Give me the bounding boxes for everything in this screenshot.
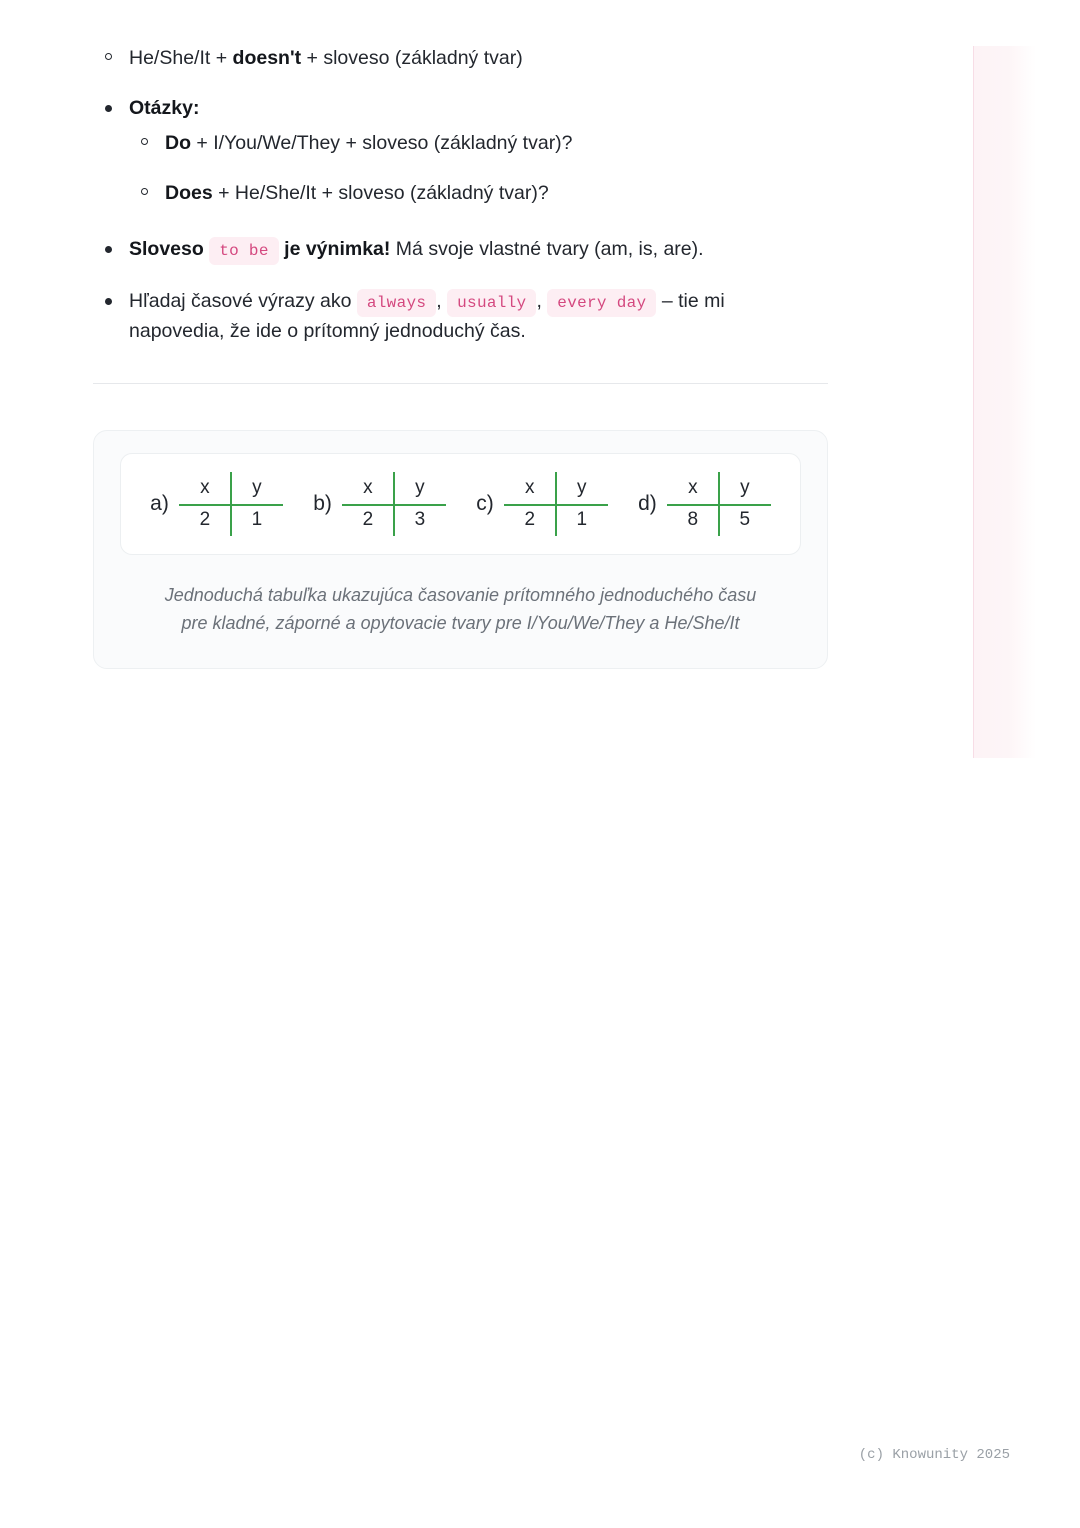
figure-caption-line-1: Jednoduchá tabuľka ukazujúca časovanie prítomného jednoduchého času	[164, 584, 757, 605]
to-be-lead: Sloveso	[129, 237, 204, 260]
mini-table-b-val-right: 3	[414, 508, 426, 530]
mini-table-c-head-right: y	[577, 476, 587, 498]
mini-table-b	[313, 472, 446, 536]
question-does-bold: Does	[165, 181, 213, 204]
signal-sep-2: ,	[536, 290, 542, 313]
top-sub-item-prefix: He/She/It +	[129, 47, 233, 69]
list-item	[93, 44, 828, 73]
document-content	[93, 44, 828, 669]
mini-table-d-val-left: 8	[687, 508, 699, 530]
question-do-rest: + I/You/We/They + sloveso (základný tvar)?	[191, 132, 573, 155]
main-bullet-list	[93, 93, 828, 346]
code-chip-to-be: to be	[209, 237, 279, 265]
question-does-rest: + He/She/It + sloveso (základný tvar)?	[212, 181, 549, 204]
top-sublist	[93, 44, 828, 73]
mini-table-c-label: c)	[476, 491, 494, 515]
copyright-footer: (c) Knowunity 2025	[858, 1447, 1010, 1463]
top-sub-item-suffix: + sloveso (základný tvar)	[301, 47, 523, 69]
mini-table-d-head-left: x	[688, 476, 698, 498]
figure-caption-line-2: pre kladné, záporné a opytovacie tvary pre I/You/We/They a He/She/It	[181, 613, 740, 634]
questions-bullet	[93, 93, 828, 208]
mini-table-a-label: a)	[150, 491, 169, 515]
questions-heading: Otázky:	[129, 97, 200, 120]
mini-table-a-head-left: x	[200, 476, 210, 498]
mini-table-c-hline	[504, 504, 608, 506]
to-be-mid: je výnimka!	[284, 237, 391, 260]
mini-table-d-hline	[667, 504, 771, 506]
mini-table-b-head-left: x	[363, 476, 373, 498]
mini-table-c	[476, 472, 608, 536]
code-chip-always: always	[357, 289, 436, 317]
page-right-edge-panel	[973, 46, 1036, 758]
figure-caption	[120, 581, 801, 639]
list-item	[129, 179, 828, 208]
mini-table-b-hline	[342, 504, 446, 506]
mini-table-c-head-left: x	[525, 476, 535, 498]
signal-words-tail: – tie mi	[661, 290, 725, 313]
section-divider	[93, 383, 828, 384]
mini-table-b-grid	[342, 472, 446, 536]
to-be-bullet	[93, 234, 828, 264]
mini-table-a-val-left: 2	[199, 508, 211, 530]
question-do-bold: Do	[165, 132, 191, 155]
mini-table-a-val-right: 1	[251, 508, 263, 530]
mini-table-a	[150, 472, 283, 536]
mini-table-d-val-right: 5	[739, 508, 751, 530]
to-be-rest: Má svoje vlastné tvary (am, is, are).	[390, 237, 704, 260]
mini-table-c-grid	[504, 472, 608, 536]
code-chip-usually: usually	[447, 289, 536, 317]
mini-table-d-head-right: y	[740, 476, 750, 498]
mini-table-b-head-right: y	[415, 476, 425, 498]
figure-tables-row	[120, 453, 801, 555]
figure-card	[93, 430, 828, 670]
signal-words-tail-2: napovedia, že ide o prítomný jednoduchý čas.	[129, 320, 526, 343]
signal-sep-1: ,	[436, 290, 442, 313]
top-sub-item-bold: doesn't	[232, 47, 302, 69]
code-chip-every-day: every day	[547, 289, 656, 317]
mini-table-c-val-left: 2	[524, 508, 536, 530]
mini-table-a-grid	[179, 472, 283, 536]
mini-table-d-label: d)	[638, 491, 657, 515]
mini-table-b-val-left: 2	[362, 508, 374, 530]
signal-words-bullet	[93, 286, 828, 346]
questions-sublist	[129, 129, 828, 208]
mini-table-d-grid	[667, 472, 771, 536]
mini-table-a-hline	[179, 504, 283, 506]
mini-table-d	[638, 472, 771, 536]
mini-table-c-val-right: 1	[576, 508, 588, 530]
mini-table-a-head-right: y	[252, 476, 262, 498]
signal-words-lead: Hľadaj časové výrazy ako	[129, 290, 352, 313]
mini-table-b-label: b)	[313, 491, 332, 515]
list-item	[129, 129, 828, 158]
